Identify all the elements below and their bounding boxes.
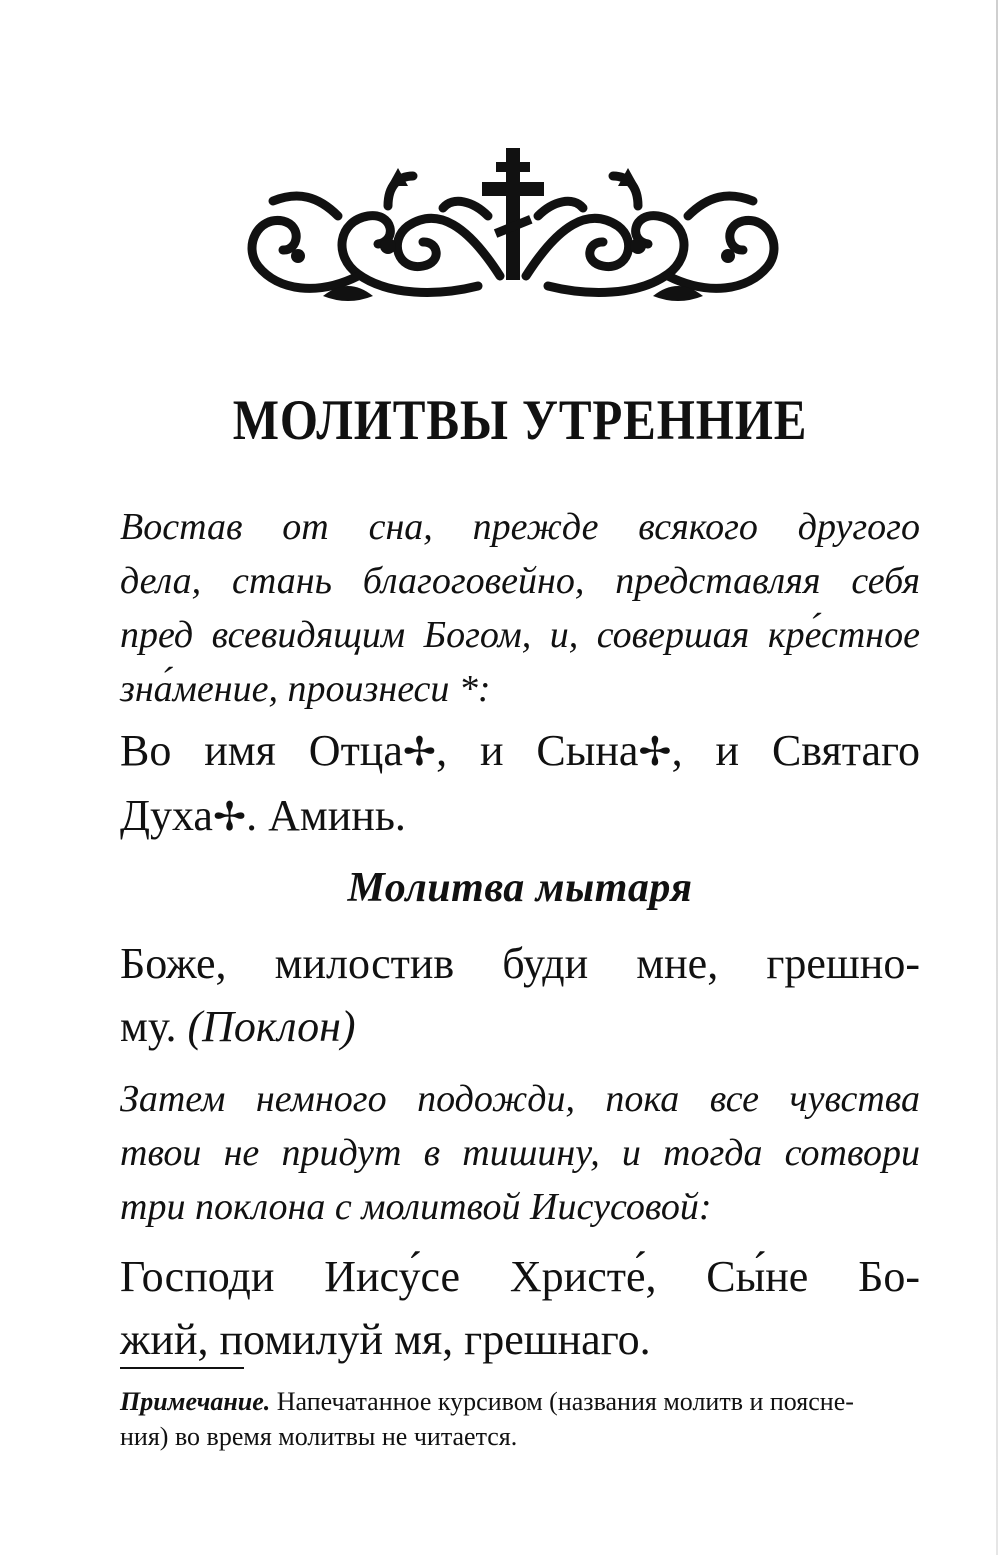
invocation-line xyxy=(120,719,920,784)
page-edge xyxy=(996,0,998,1555)
footnote-text: ния) во время молитвы не читается. xyxy=(120,1422,518,1451)
footnote xyxy=(120,1384,920,1454)
prayer-line: Боже, милостив буди мне, грешно- xyxy=(120,939,920,988)
footnote-text: Напечатанное курсивом (названия молитв и поясне- xyxy=(276,1387,854,1416)
instruction-line: твои не придут в тишину, и тогда сотвори xyxy=(120,1132,920,1174)
orthodox-cross-ornament-icon xyxy=(238,146,784,320)
publican-prayer xyxy=(120,932,920,1058)
small-cross-icon: ✢ xyxy=(402,730,437,774)
intro-line: пред всевидящим Богом, и, совершая кре́стное xyxy=(120,614,920,656)
prayer-line: жий, помилуй мя, грешнаго. xyxy=(120,1315,651,1364)
prayer-line: Господи Иису́се Христе́, Сы́не Бо- xyxy=(120,1252,920,1301)
prayer-text: му. xyxy=(120,1002,177,1051)
small-cross-icon: ✢ xyxy=(212,795,247,839)
page-title: МОЛИТВЫ УТРЕННИЕ xyxy=(232,389,808,452)
small-cross-icon: ✢ xyxy=(638,730,672,774)
prostration-note: (Поклон) xyxy=(187,1002,356,1051)
cross-top-bar xyxy=(496,162,530,172)
jesus-prayer xyxy=(120,1245,920,1371)
intro-line: дела, стань благоговейно, представляя себя xyxy=(120,560,920,602)
intro-line: Востав от сна, прежде всякого другого xyxy=(120,506,920,548)
instruction-line: три поклона с молитвой Иисусовой: xyxy=(120,1186,712,1228)
footnote-divider xyxy=(120,1367,244,1369)
prayer-line xyxy=(120,995,920,1058)
instruction-line: Затем немного подожди, пока все чувства xyxy=(120,1078,920,1120)
cross-main-bar xyxy=(482,182,544,196)
invocation-text: Духа xyxy=(120,791,213,840)
invocation-text: Во имя Отца xyxy=(120,726,403,775)
intro-instruction xyxy=(120,500,920,716)
invocation-prayer xyxy=(120,719,920,849)
invocation-line xyxy=(120,784,920,849)
prayer-heading: Молитва мытаря xyxy=(347,865,693,911)
invocation-text: , и Сына xyxy=(436,726,639,775)
invocation-text: , и Святаго xyxy=(671,726,920,775)
pause-instruction xyxy=(120,1072,920,1234)
intro-line: зна́мение, произнеси *: xyxy=(120,668,491,710)
footnote-label: Примечание. xyxy=(120,1387,271,1416)
invocation-text: . Аминь. xyxy=(246,791,406,840)
